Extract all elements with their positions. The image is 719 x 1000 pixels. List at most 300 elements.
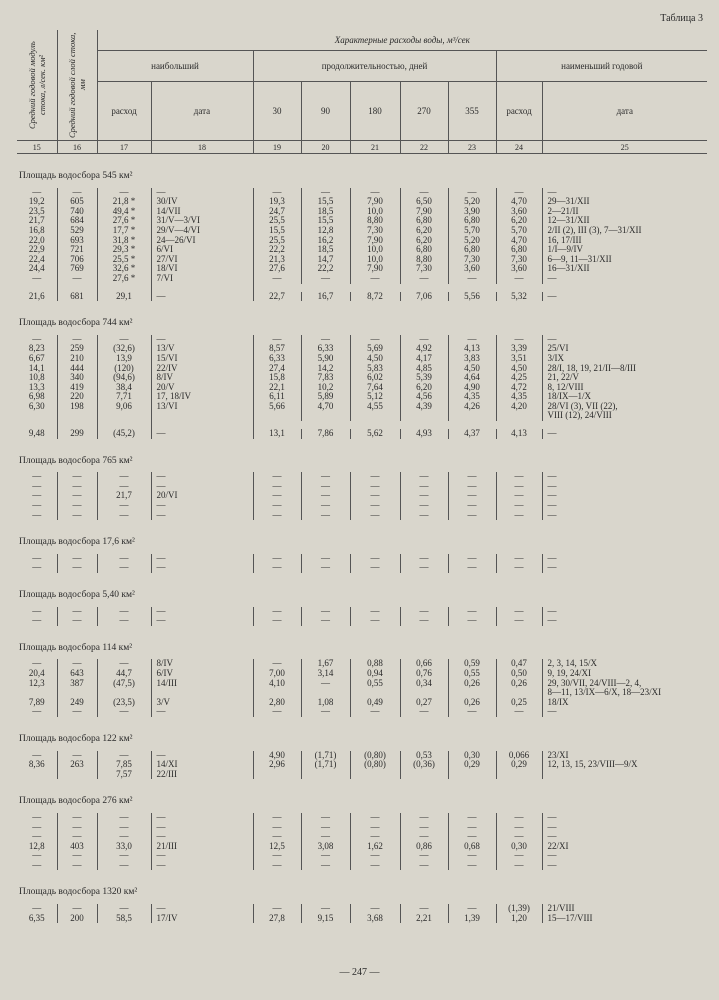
table-cell: 12,8	[301, 226, 350, 236]
table-cell: 769	[57, 264, 97, 274]
table-cell	[542, 421, 707, 429]
table-cell: —	[57, 511, 97, 521]
table-cell: 8,80	[350, 216, 400, 226]
col-num: 15	[17, 141, 57, 154]
table-cell: 3,60	[448, 264, 496, 274]
table-cell: 29, 30/VII, 24/VIII—2, 4,	[547, 678, 642, 688]
table-row	[17, 392, 707, 402]
table-cell: 32,6 *	[97, 264, 151, 274]
table-cell: —	[97, 188, 151, 198]
table-cell: 10,2	[301, 383, 350, 393]
header-min-date: дата	[542, 82, 707, 141]
table-cell	[17, 411, 57, 421]
table-row	[17, 207, 707, 217]
table-cell: —	[496, 861, 542, 871]
table-cell	[151, 411, 253, 421]
table-cell	[151, 421, 253, 429]
table-cell: 2/II (2), III (3), 7—31/XII	[547, 225, 642, 235]
table-cell: —	[17, 482, 57, 492]
table-cell: 7,30	[400, 264, 448, 274]
table-cell: 7,90	[350, 264, 400, 274]
table-cell: 6,98	[17, 392, 57, 402]
table-cell: 9, 19, 24/XI	[547, 668, 591, 678]
table-cell: 2—21/II	[547, 206, 579, 216]
table-cell: 28/VI (3), VII (22),	[547, 401, 618, 411]
table-cell: 7,64	[350, 383, 400, 393]
table-cell: 5,90	[301, 354, 350, 364]
table-cell: 6,11	[253, 392, 301, 402]
table-cell: 5,62	[350, 429, 400, 439]
table-cell: (23,5)	[97, 698, 151, 708]
table-cell: —	[448, 563, 496, 573]
col-num: 16	[57, 141, 97, 154]
table-cell: —	[17, 659, 57, 669]
table-cell: —	[547, 822, 557, 832]
table-cell: —	[301, 511, 350, 521]
table-cell: 44,7	[97, 669, 151, 679]
table-cell: —	[17, 861, 57, 871]
table-cell: —	[17, 335, 57, 345]
table-row	[17, 335, 707, 345]
table-cell: —	[547, 851, 557, 861]
table-cell: —	[400, 501, 448, 511]
table-cell	[17, 284, 57, 292]
table-cell: 27,6	[253, 264, 301, 274]
header-duration: продолжительностью, дней	[253, 51, 496, 82]
table-row	[17, 554, 707, 564]
header-max: наибольший	[97, 51, 253, 82]
table-cell: —	[400, 482, 448, 492]
table-cell: 22/XI	[547, 841, 569, 851]
table-cell: 15,5	[253, 226, 301, 236]
table-cell: 8,80	[400, 255, 448, 265]
table-cell: —	[97, 482, 151, 492]
table-cell: 13,1	[253, 429, 301, 439]
table-cell: —	[97, 511, 151, 521]
table-cell: 0,29	[448, 760, 496, 770]
table-cell: 0,55	[350, 679, 400, 689]
table-cell: 4,56	[400, 392, 448, 402]
table-cell: 22,2	[301, 264, 350, 274]
table-cell: —	[57, 472, 97, 482]
table-cell: —	[547, 273, 557, 283]
table-cell: —	[547, 291, 557, 301]
table-cell: 5,66	[253, 402, 301, 412]
table-cell	[350, 421, 400, 429]
table-cell	[496, 770, 542, 780]
table-cell: 3,90	[448, 207, 496, 217]
table-cell: 15,8	[253, 373, 301, 383]
table-cell: 4,90	[253, 751, 301, 761]
table-cell: —	[448, 491, 496, 501]
table-cell: —	[57, 861, 97, 871]
table-cell	[253, 770, 301, 780]
table-cell: 15,5	[301, 197, 350, 207]
table-cell: 15/VI	[151, 354, 253, 364]
table-row	[17, 751, 707, 761]
table-cell: 0,47	[496, 659, 542, 669]
table-cell	[17, 770, 57, 780]
table-cell: 4,13	[496, 429, 542, 439]
table-row	[17, 264, 707, 274]
table-cell: —	[151, 616, 253, 626]
table-cell: 22/IV	[151, 364, 253, 374]
table-cell	[301, 411, 350, 421]
table-cell: 200	[57, 914, 97, 924]
table-cell: —	[448, 511, 496, 521]
table-row	[17, 411, 707, 421]
table-cell: —	[253, 501, 301, 511]
table-cell: —	[151, 607, 253, 617]
table-cell: 8/IV	[151, 659, 253, 669]
table-cell: —	[301, 707, 350, 717]
table-cell	[496, 421, 542, 429]
table-cell: —	[350, 511, 400, 521]
table-cell	[350, 770, 400, 780]
table-cell: 387	[57, 679, 97, 689]
table-cell: 12—31/XII	[547, 216, 590, 226]
table-cell: 4,50	[350, 354, 400, 364]
table-cell: 23,5	[17, 207, 57, 217]
table-cell: 419	[57, 383, 97, 393]
table-cell: (32,6)	[97, 344, 151, 354]
page-number: — 247 —	[339, 967, 380, 978]
table-row	[17, 501, 707, 511]
table-cell: —	[547, 334, 557, 344]
basin-title-row	[17, 779, 707, 813]
table-cell: 0,50	[496, 669, 542, 679]
table-cell: —	[547, 707, 557, 717]
table-cell	[400, 284, 448, 292]
table-cell: 0,59	[448, 659, 496, 669]
table-cell: —	[400, 563, 448, 573]
table-cell: 4,50	[496, 364, 542, 374]
col-num: 21	[350, 141, 400, 154]
header-d180: 180	[350, 82, 400, 141]
table-cell: 17, 18/IV	[151, 392, 253, 402]
table-row	[17, 482, 707, 492]
table-row	[17, 688, 707, 698]
table-cell: 263	[57, 760, 97, 770]
table-cell: 1/I—9/IV	[547, 245, 583, 255]
table-cell	[448, 688, 496, 698]
table-cell: 20,4	[17, 669, 57, 679]
basin-title: Площадь водосбора 744 км²	[19, 318, 133, 329]
table-cell: 6,33	[301, 344, 350, 354]
table-cell: 5,83	[350, 364, 400, 374]
table-cell: 22,9	[17, 245, 57, 255]
table-cell: —	[350, 707, 400, 717]
table-cell: —	[253, 707, 301, 717]
table-cell: —	[17, 472, 57, 482]
table-cell: 5,32	[496, 292, 542, 302]
basin-title-row	[17, 520, 707, 554]
table-cell: 0,34	[400, 679, 448, 689]
table-cell: —	[448, 616, 496, 626]
table-cell: 4,50	[448, 364, 496, 374]
table-cell: —	[350, 851, 400, 861]
table-cell: 29—31/XII	[547, 197, 590, 207]
table-cell: 3,68	[350, 914, 400, 924]
table-cell: —	[253, 832, 301, 842]
table-cell: 4,72	[496, 383, 542, 393]
table-cell: —	[448, 482, 496, 492]
table-cell: 0,88	[350, 659, 400, 669]
table-cell: 529	[57, 226, 97, 236]
table-cell: —	[301, 501, 350, 511]
table-cell: —	[57, 616, 97, 626]
table-header	[17, 30, 707, 154]
table-cell	[448, 770, 496, 780]
table-cell: 0,49	[350, 698, 400, 708]
table-cell: 12, 13, 15, 23/VIII—9/X	[547, 760, 638, 770]
table-cell: 643	[57, 669, 97, 679]
table-cell: 6,20	[400, 236, 448, 246]
table-cell: —	[301, 563, 350, 573]
table-cell: —	[253, 851, 301, 861]
table-cell: —	[496, 832, 542, 842]
table-cell	[542, 284, 707, 292]
table-cell: 22/III	[151, 770, 253, 780]
table-cell: (0,36)	[400, 760, 448, 770]
table-cell: 8—11, 13/IX—6/X, 18—23/XI	[547, 688, 662, 698]
table-row	[17, 197, 707, 207]
table-cell: 2,80	[253, 698, 301, 708]
table-cell	[400, 411, 448, 421]
table-cell: (1,71)	[301, 751, 350, 761]
table-cell: 3,83	[448, 354, 496, 364]
table-cell: —	[97, 823, 151, 833]
table-row	[17, 760, 707, 770]
table-cell: —	[57, 274, 97, 284]
table-row	[17, 402, 707, 412]
table-cell: —	[547, 510, 557, 520]
table-cell: 693	[57, 236, 97, 246]
table-cell: 0,066	[496, 751, 542, 761]
table-cell: —	[350, 335, 400, 345]
table-cell: —	[350, 188, 400, 198]
table-cell: 25,5	[253, 216, 301, 226]
table-row	[17, 216, 707, 226]
table-cell: —	[57, 904, 97, 914]
table-cell: —	[253, 607, 301, 617]
table-cell: 3,08	[301, 842, 350, 852]
table-cell: 7,90	[350, 236, 400, 246]
table-cell: 25/VI	[547, 344, 569, 354]
table-cell: 7,86	[301, 429, 350, 439]
table-cell: 6,80	[496, 245, 542, 255]
table-row	[17, 364, 707, 374]
table-cell: 13/V	[151, 344, 253, 354]
table-cell: 6,80	[400, 245, 448, 255]
table-cell: 1,20	[496, 914, 542, 924]
table-cell: 7,00	[253, 669, 301, 679]
table-cell: 3/V	[151, 698, 253, 708]
table-cell: 7,89	[17, 698, 57, 708]
table-cell: 7,90	[400, 207, 448, 217]
table-cell: 7,71	[97, 392, 151, 402]
table-cell: 8,23	[17, 344, 57, 354]
table-cell	[17, 421, 57, 429]
table-cell: 17/IV	[151, 914, 253, 924]
table-cell: —	[253, 491, 301, 501]
table-cell: (120)	[97, 364, 151, 374]
table-cell: 0,27	[400, 698, 448, 708]
table-cell	[97, 421, 151, 429]
basin-title-row	[17, 717, 707, 751]
table-cell: —	[301, 491, 350, 501]
table-cell: —	[301, 904, 350, 914]
table-cell	[151, 688, 253, 698]
table-cell: 1,67	[301, 659, 350, 669]
table-cell: —	[57, 823, 97, 833]
table-cell: —	[57, 482, 97, 492]
table-cell: (47,5)	[97, 679, 151, 689]
table-cell: —	[400, 491, 448, 501]
table-cell: —	[547, 832, 557, 842]
table-cell: 6,80	[448, 216, 496, 226]
table-cell	[253, 411, 301, 421]
table-cell: 29/V—4/VI	[151, 226, 253, 236]
table-cell: 721	[57, 245, 97, 255]
table-cell: 21,8 *	[97, 197, 151, 207]
table-cell	[57, 770, 97, 780]
table-cell: —	[151, 823, 253, 833]
table-cell: 0,26	[496, 679, 542, 689]
table-cell: 10,0	[350, 207, 400, 217]
table-cell: —	[97, 501, 151, 511]
table-cell: 7,30	[496, 255, 542, 265]
table-cell: —	[151, 472, 253, 482]
table-cell: 3,39	[496, 344, 542, 354]
table-cell: 2, 3, 14, 15/X	[547, 659, 597, 669]
table-cell: 5,39	[400, 373, 448, 383]
table-cell	[151, 284, 253, 292]
table-cell	[301, 421, 350, 429]
table-row	[17, 707, 707, 717]
table-cell: 299	[57, 429, 97, 439]
table-cell: —	[400, 707, 448, 717]
table-cell: —	[496, 501, 542, 511]
table-cell: 259	[57, 344, 97, 354]
table-cell: —	[547, 501, 557, 511]
table-cell	[496, 688, 542, 698]
table-cell: 4,20	[496, 402, 542, 412]
table-cell: —	[400, 851, 448, 861]
table-cell: 49,4 *	[97, 207, 151, 217]
table-cell: 1,08	[301, 698, 350, 708]
table-cell: —	[547, 860, 557, 870]
table-row	[17, 245, 707, 255]
table-cell: 30/IV	[151, 197, 253, 207]
table-cell: 6—9, 11—31/XII	[547, 254, 612, 264]
table-row	[17, 698, 707, 708]
table-cell: 6,20	[400, 226, 448, 236]
table-cell: —	[448, 501, 496, 511]
table-cell: 18,5	[301, 245, 350, 255]
table-cell: 6,80	[400, 216, 448, 226]
table-cell: 8,72	[350, 292, 400, 302]
table-cell: 4,70	[496, 236, 542, 246]
table-cell: 24—26/VI	[151, 236, 253, 246]
table-cell: —	[496, 813, 542, 823]
table-cell: —	[301, 832, 350, 842]
basin-title: Площадь водосбора 765 км²	[19, 455, 133, 466]
table-cell: 7,30	[350, 226, 400, 236]
table-cell: 7/VI	[151, 274, 253, 284]
table-cell: 340	[57, 373, 97, 383]
table-cell: —	[301, 861, 350, 871]
table-row	[17, 421, 707, 429]
table-cell: 7,30	[448, 255, 496, 265]
table-cell: —	[151, 429, 253, 439]
header-min-flow: расход	[496, 82, 542, 141]
table-cell: —	[151, 511, 253, 521]
table-cell: —	[97, 607, 151, 617]
table-cell: 0,55	[448, 669, 496, 679]
header-d90: 90	[301, 82, 350, 141]
table-label: Таблица 3	[660, 13, 703, 24]
table-cell: 18/VI	[151, 264, 253, 274]
table-cell: —	[496, 188, 542, 198]
col-num: 18	[151, 141, 253, 154]
basin-title-row	[17, 439, 707, 473]
table-cell: —	[57, 659, 97, 669]
table-cell: 220	[57, 392, 97, 402]
table-cell: 16,8	[17, 226, 57, 236]
table-cell: 29,3 *	[97, 245, 151, 255]
table-cell: 5,20	[448, 236, 496, 246]
table-row	[17, 491, 707, 501]
table-cell: 4,70	[301, 402, 350, 412]
table-cell: —	[97, 832, 151, 842]
table-cell: —	[253, 659, 301, 669]
table-cell	[448, 421, 496, 429]
table-cell: 3,14	[301, 669, 350, 679]
table-cell: 27,6 *	[97, 216, 151, 226]
table-cell: 22,0	[17, 236, 57, 246]
table-cell: —	[17, 607, 57, 617]
table-cell: 18/IX	[547, 697, 569, 707]
table-row	[17, 188, 707, 198]
table-cell: —	[253, 563, 301, 573]
table-cell: —	[350, 554, 400, 564]
header-characteristic-flows: Характерные расходы воды, м³/сек	[97, 30, 707, 51]
table-cell: —	[301, 823, 350, 833]
table-cell: 33,0	[97, 842, 151, 852]
table-cell: 23/XI	[547, 750, 569, 760]
table-cell: 198	[57, 402, 97, 412]
table-cell: —	[17, 823, 57, 833]
table-cell: 6,50	[400, 197, 448, 207]
table-cell: —	[448, 823, 496, 833]
table-cell: 12,8	[17, 842, 57, 852]
table-cell: 4,93	[400, 429, 448, 439]
table-cell: —	[17, 813, 57, 823]
table-cell: 6/IV	[151, 669, 253, 679]
table-cell: —	[97, 563, 151, 573]
table-cell: —	[97, 851, 151, 861]
basin-title-row	[17, 573, 707, 607]
table-cell: 14/VII	[151, 207, 253, 217]
table-cell: 38,4	[97, 383, 151, 393]
table-cell: 18/IX—1/X	[547, 392, 591, 402]
table-cell: 13,3	[17, 383, 57, 393]
table-cell: 16,7	[301, 292, 350, 302]
table-cell: 0,26	[448, 679, 496, 689]
table-cell: 20/V	[151, 383, 253, 393]
table-cell	[400, 688, 448, 698]
